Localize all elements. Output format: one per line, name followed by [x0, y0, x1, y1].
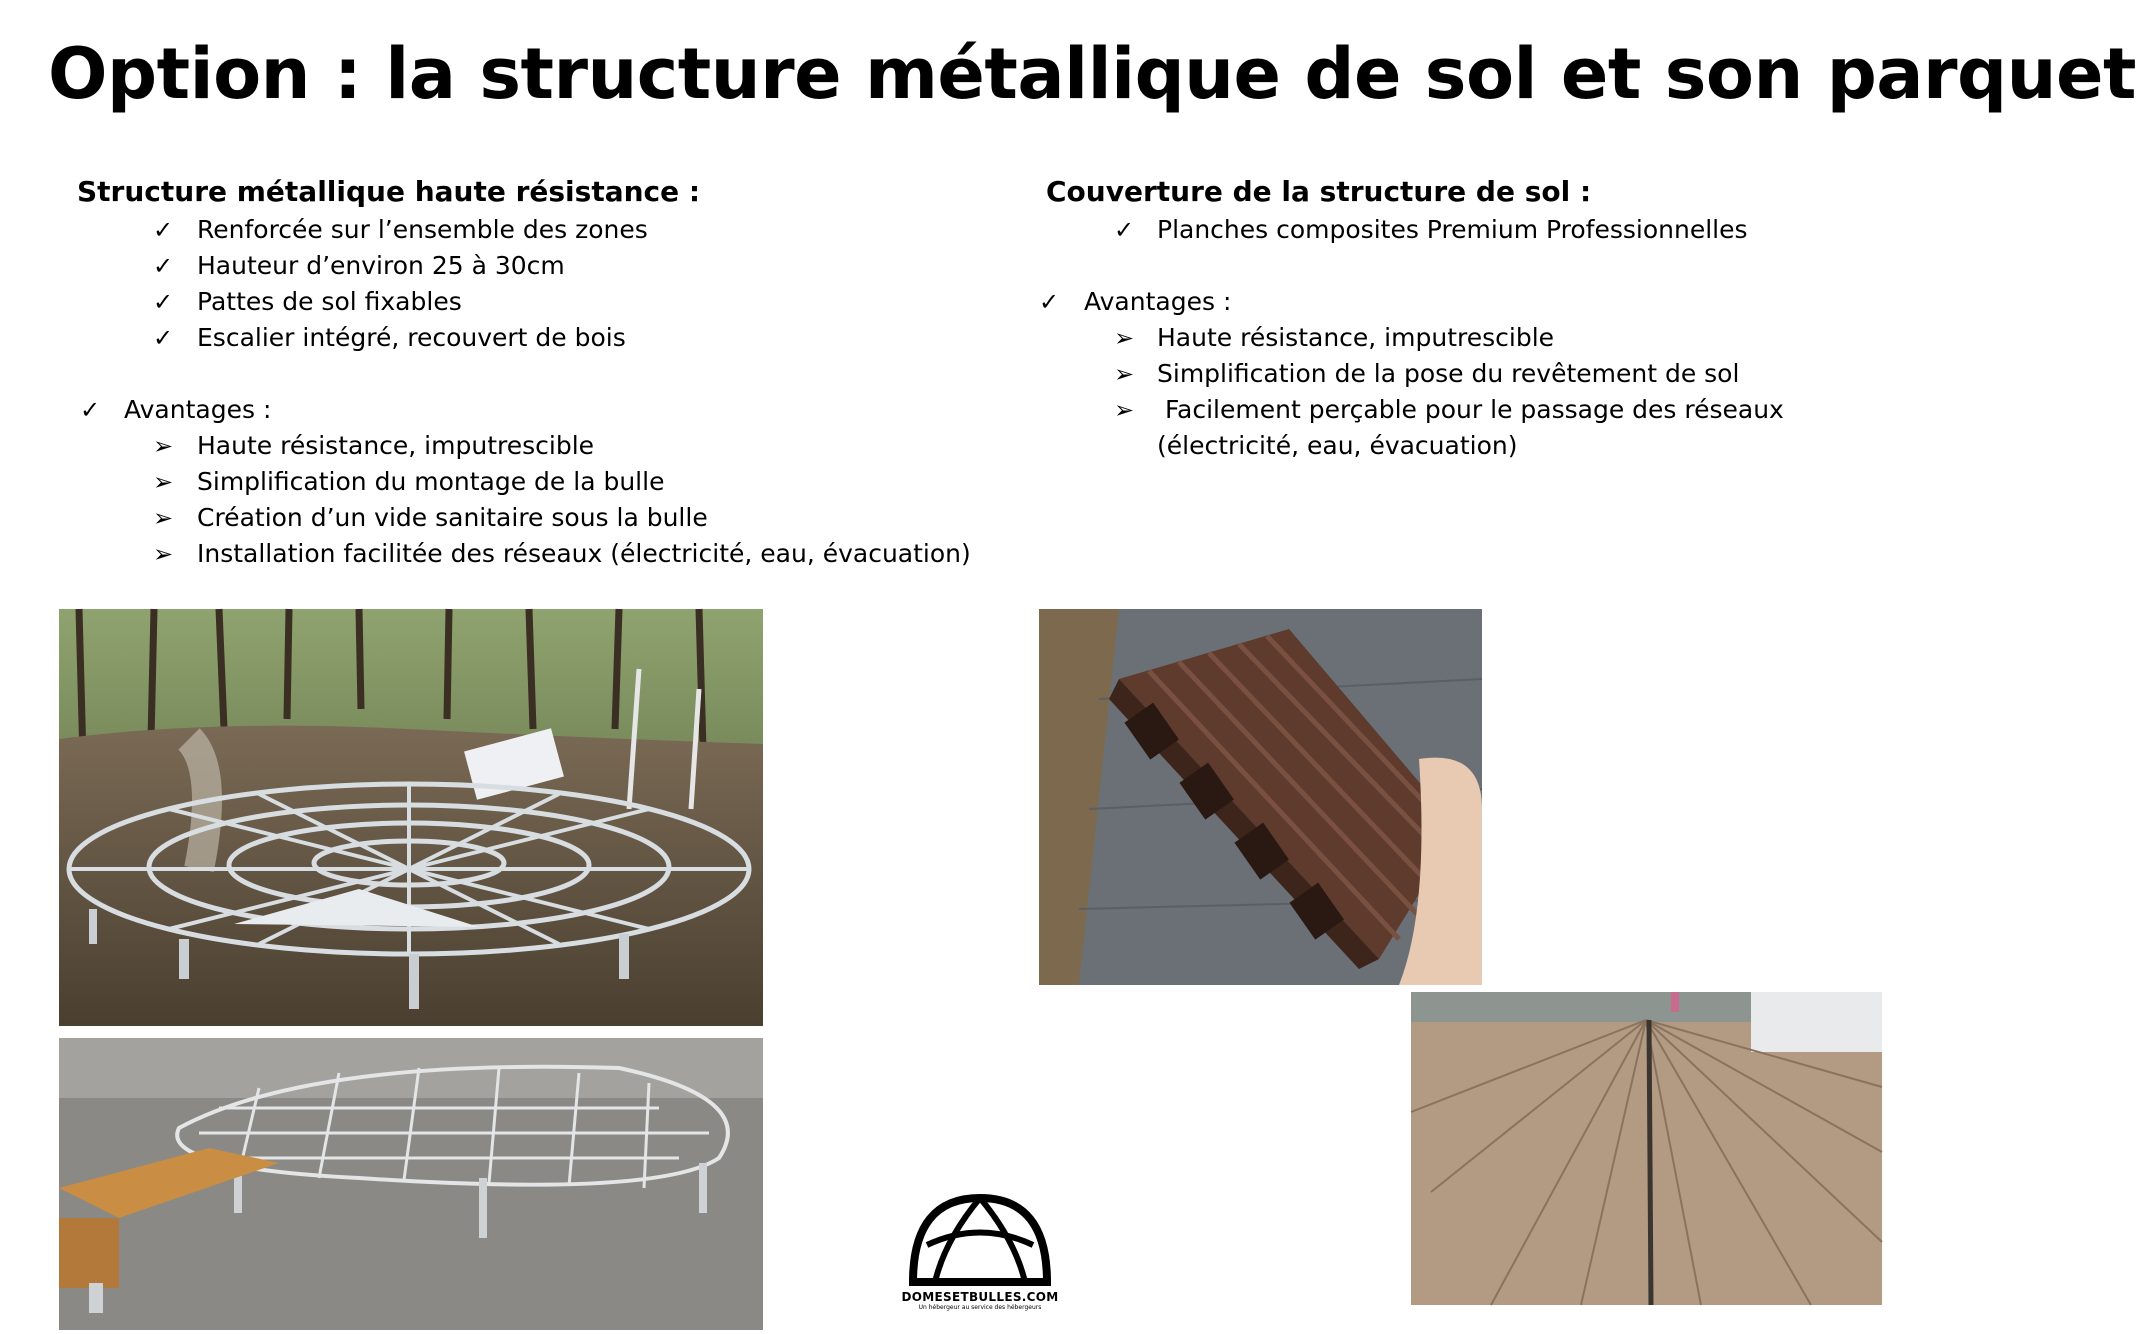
logo-tagline: Un hébergeur au service des hébergeurs	[918, 1304, 1042, 1311]
page-title: Option : la structure métallique de sol et son parquet	[48, 33, 2136, 115]
photo-composite-plank	[1039, 609, 1482, 985]
logo-name: DOMESETBULLES.COM	[901, 1290, 1059, 1304]
photo-metal-structure-concrete	[59, 1038, 763, 1330]
left-heading: Structure métallique haute résistance :	[77, 175, 701, 208]
list-item: ➢ Simplification du montage de la bulle	[77, 464, 977, 500]
checkmark-icon: ✓	[1114, 216, 1135, 244]
left-column	[77, 172, 977, 572]
list-item: ✓ Hauteur d’environ 25 à 30cm	[77, 248, 977, 284]
list-item: ➢ Facilement perçable pour le passage des réseaux	[1046, 392, 1866, 428]
checkmark-icon: ✓	[153, 252, 174, 280]
arrow-bullet-icon: ➢	[1114, 324, 1135, 352]
arrow-bullet-icon: ➢	[153, 540, 174, 568]
photo-metal-structure-forest	[59, 609, 763, 1026]
list-item: ✓ Pattes de sol fixables	[77, 284, 977, 320]
list-item: ➢ Installation facilitée des réseaux (électricité, eau, évacuation)	[77, 536, 977, 572]
list-item: ✓ Escalier intégré, recouvert de bois	[77, 320, 977, 356]
arrow-bullet-icon: ➢	[153, 432, 174, 460]
list-item: ➢ Haute résistance, imputrescible	[1046, 320, 1866, 356]
list-item: ✓ Renforcée sur l’ensemble des zones	[77, 212, 977, 248]
company-logo	[880, 1190, 1080, 1311]
list-item: ✓ Planches composites Premium Professionnelles	[1046, 212, 1866, 248]
arrow-bullet-icon: ➢	[153, 468, 174, 496]
list-item: ➢ Création d’un vide sanitaire sous la bulle	[77, 500, 977, 536]
list-item-continuation: (électricité, eau, évacuation)	[1157, 431, 1518, 460]
dome-logo-icon	[905, 1190, 1055, 1286]
checkmark-icon: ✓	[1039, 288, 1060, 316]
right-column	[1039, 172, 1866, 464]
checkmark-icon: ✓	[153, 216, 174, 244]
arrow-bullet-icon: ➢	[1114, 396, 1135, 424]
advantages-label-row: ✓ Avantages :	[1046, 284, 1866, 320]
list-item: ➢ Haute résistance, imputrescible	[77, 428, 977, 464]
list-item: ➢ Simplification de la pose du revêtement de sol	[1046, 356, 1866, 392]
checkmark-icon: ✓	[153, 288, 174, 316]
arrow-bullet-icon: ➢	[1114, 360, 1135, 388]
arrow-bullet-icon: ➢	[153, 504, 174, 532]
checkmark-icon: ✓	[80, 396, 101, 424]
photo-installed-deck	[1411, 992, 1882, 1305]
advantages-label-row: ✓ Avantages :	[77, 392, 977, 428]
right-heading: Couverture de la structure de sol :	[1046, 175, 1592, 208]
checkmark-icon: ✓	[153, 324, 174, 352]
